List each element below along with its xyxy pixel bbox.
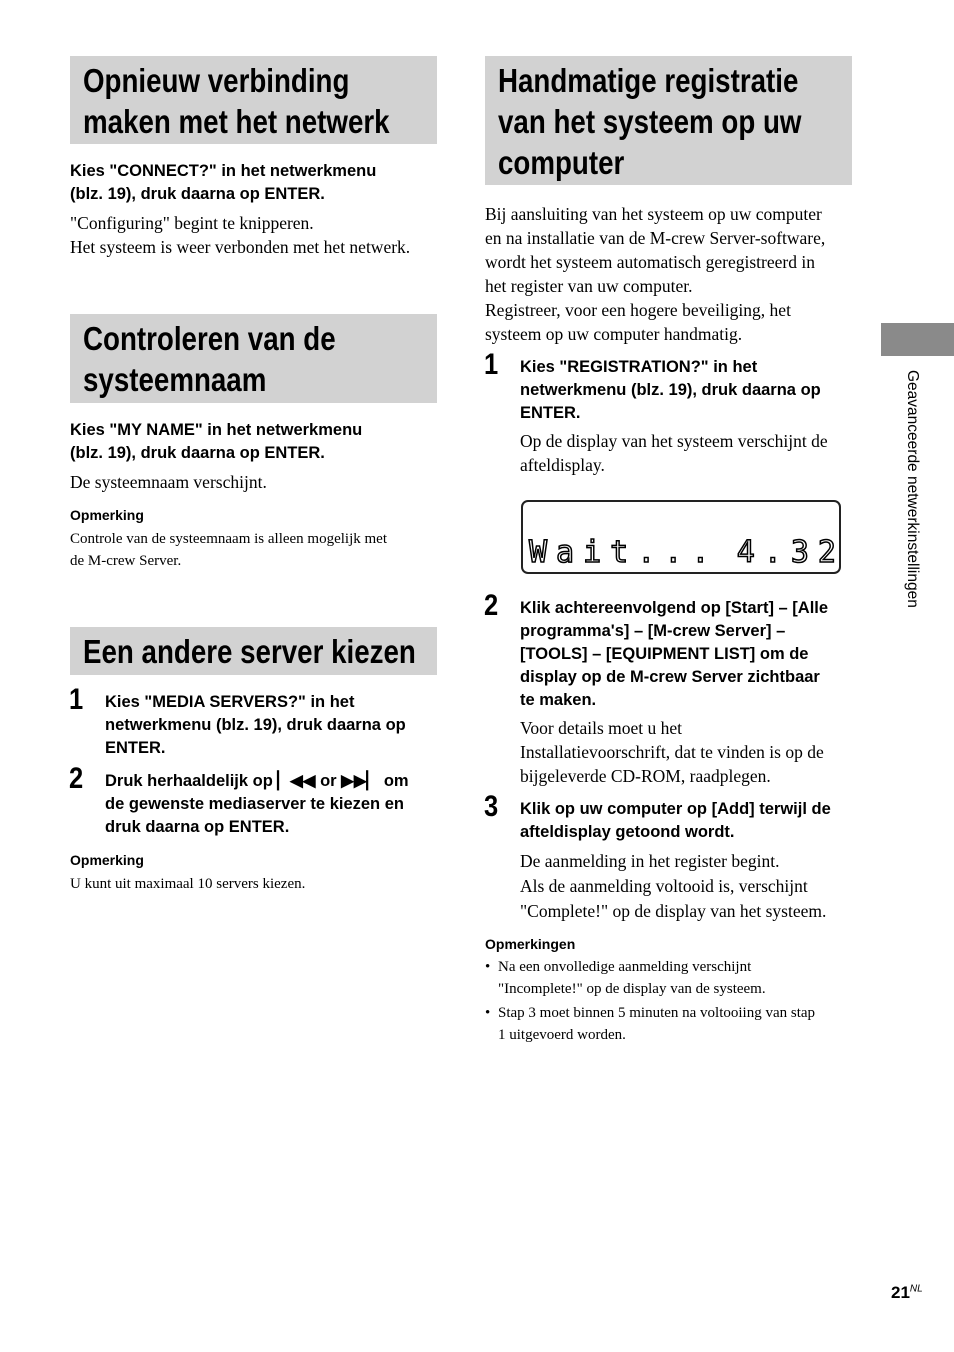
text-line: display op de M-crew Server zichtbaar — [520, 668, 820, 686]
heading-line: computer — [498, 144, 625, 181]
text-line: • Stap 3 moet binnen 5 minuten na voltooiing van stap — [498, 1005, 816, 1021]
text-line: Kies "REGISTRATION?" in het — [520, 358, 758, 376]
step-3-add — [520, 798, 831, 844]
text-line: (blz. 19), druk daarna op ENTER. — [70, 185, 325, 203]
intro-registration — [485, 202, 825, 346]
note-item — [485, 957, 865, 1000]
section-tab-marker — [881, 323, 954, 356]
text-line: Kies "MEDIA SERVERS?" in het — [105, 693, 355, 711]
step-number: 2 — [69, 762, 84, 795]
heading-line: Controleren van de — [83, 320, 336, 357]
text-line: • Na een onvolledige aanmelding verschijnt — [498, 959, 752, 975]
text-line: "Incomplete!" op de display van de systeem. — [498, 980, 766, 997]
text-line: Voor details moet u het — [520, 718, 683, 738]
text-line: Installatievoorschrift, dat te vinden is op de — [520, 742, 824, 762]
note-system-name — [70, 529, 387, 572]
text-line: ENTER. — [520, 404, 581, 422]
text-line: [TOOLS] – [EQUIPMENT LIST] om de — [520, 645, 809, 663]
text-line: te maken. — [520, 691, 597, 709]
text-line: netwerkmenu (blz. 19), druk daarna op — [520, 381, 821, 399]
display-countdown: 4.32 — [736, 535, 845, 570]
note-title: Opmerking — [70, 507, 144, 523]
text-line: programma's] – [M-crew Server] – — [520, 622, 786, 640]
note-servers: U kunt uit maximaal 10 servers kiezen. — [70, 876, 306, 892]
text-line: Registreer, voor een hogere beveiliging, het — [485, 300, 791, 320]
heading-other-server — [70, 627, 437, 675]
heading-system-name — [70, 314, 437, 403]
step-1-body — [520, 429, 828, 477]
text-line: afteldisplay. — [520, 455, 605, 475]
text-line: Controle van de systeemnaam is alleen mogelijk met — [70, 531, 387, 547]
notes-list — [485, 957, 865, 1046]
heading-line: maken met het netwerk — [83, 103, 390, 140]
text-segment: or — [320, 772, 337, 790]
instruction-my-name — [70, 419, 362, 465]
text-line: 1 uitgevoerd worden. — [498, 1026, 626, 1043]
step-number: 3 — [484, 790, 499, 823]
body-system-name: De systeemnaam verschijnt. — [70, 472, 267, 492]
heading-line: Een andere server kiezen — [83, 633, 416, 670]
heading-line: Handmatige registratie — [498, 62, 799, 99]
heading-line: Opnieuw verbinding — [83, 62, 350, 99]
body-connect — [70, 211, 410, 259]
step-1-registration — [520, 356, 821, 425]
text-line: Kies "MY NAME" in het netwerkmenu — [70, 421, 363, 439]
text-line: en na installatie van de M-crew Server-software, — [485, 228, 826, 248]
page-number — [891, 1283, 923, 1303]
text-line: Kies "CONNECT?" in het netwerkmenu — [70, 162, 377, 180]
text-line: netwerkmenu (blz. 19), druk daarna op — [105, 716, 406, 734]
text-line: afteldisplay getoond wordt. — [520, 823, 735, 841]
note-item — [485, 1003, 865, 1046]
heading-line: van het systeem op uw — [498, 103, 802, 140]
text-line: De aanmelding in het register begint. — [520, 851, 780, 871]
text-line: de gewenste mediaserver te kiezen en — [105, 795, 404, 813]
note-title: Opmerking — [70, 852, 144, 868]
text-line: systeem op uw computer handmatig. — [485, 324, 743, 344]
text-line: Bij aansluiting van het systeem op uw computer — [485, 204, 822, 224]
text-line: wordt het systeem automatisch geregistreerd in — [485, 252, 815, 272]
heading-reconnect — [70, 56, 437, 144]
step-2-select-server — [105, 770, 409, 839]
text-line: de M-crew Server. — [70, 552, 182, 569]
text-line: "Configuring" begint te knipperen. — [70, 213, 314, 233]
page-number-value: 21 — [891, 1283, 910, 1302]
step-number: 1 — [69, 683, 84, 716]
text-segment: Druk herhaaldelijk op — [105, 772, 273, 790]
text-line: ENTER. — [105, 739, 166, 757]
section-tab-label: Geavanceerde netwerkinstellingen — [904, 370, 921, 608]
text-line: druk daarna op ENTER. — [105, 818, 290, 836]
notes-title: Opmerkingen — [485, 936, 576, 952]
step-number: 1 — [484, 348, 499, 381]
display-left-text: Wait... — [529, 535, 719, 570]
step-1-media-servers — [105, 691, 406, 760]
instruction-connect — [70, 160, 376, 206]
step-3-body — [520, 849, 826, 924]
text-line: Klik op uw computer op [Add] terwijl de — [520, 800, 831, 818]
countdown-display — [521, 500, 845, 574]
page-language-suffix: NL — [909, 1283, 923, 1295]
previous-track-icon: ▏◀◀ — [277, 772, 316, 790]
text-line: Het systeem is weer verbonden met het netwerk. — [70, 237, 411, 257]
heading-manual-registration — [485, 56, 852, 185]
text-line: Als de aanmelding voltooid is, verschijnt — [520, 876, 808, 896]
text-line: het register van uw computer. — [485, 276, 693, 296]
text-line: bijgeleverde CD-ROM, raadplegen. — [520, 766, 771, 786]
text-line: "Complete!" op de display van het systeem. — [520, 901, 827, 921]
heading-line: systeemnaam — [83, 361, 267, 398]
text-segment: om — [383, 772, 409, 790]
next-track-icon: ▶▶▏ — [341, 772, 380, 790]
step-number: 2 — [484, 589, 499, 622]
step-2-equipment-list — [520, 597, 828, 712]
step-2-body — [520, 716, 824, 788]
text-line: Klik achtereenvolgend op [Start] – [Alle — [520, 599, 829, 617]
text-line: (blz. 19), druk daarna op ENTER. — [70, 444, 325, 462]
text-line: Op de display van het systeem verschijnt de — [520, 431, 828, 451]
